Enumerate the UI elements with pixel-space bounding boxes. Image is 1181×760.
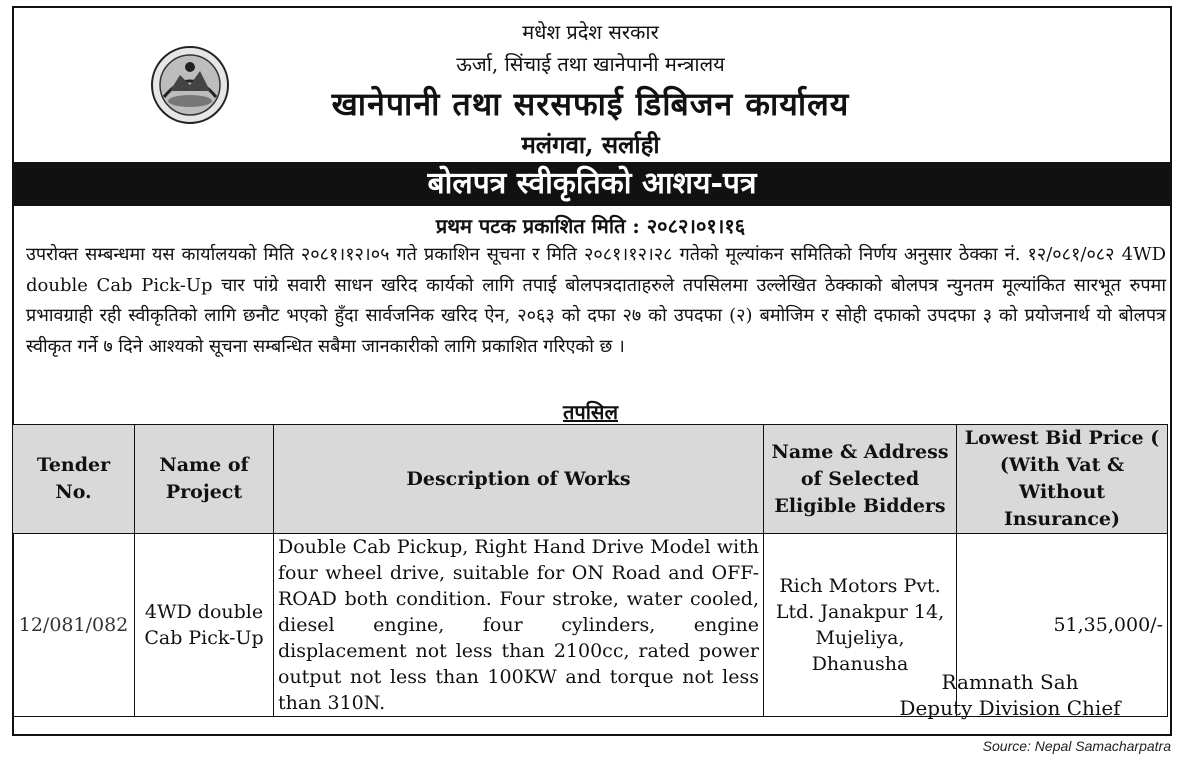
header-description: Description of Works [274,425,764,534]
cell-tender-no: 12/081/082 [13,534,135,717]
cell-description: Double Cab Pickup, Right Hand Drive Model with four wheel drive, suitable for ON Road and OFF-ROAD both condition. Four stroke, water cooled, diesel engine, four cylinders, engine displacement not less than 2100cc, rated power output not less than 100KW and torque not less than 310N. [274,534,764,717]
cell-project: 4WD double Cab Pick-Up [135,534,274,717]
office-location: मलंगवा, सर्लाही [521,130,660,159]
header-project: Name of Project [135,425,274,534]
government-name: मधेश प्रदेश सरकार [522,20,659,44]
signatory-name: Ramnath Sah [941,670,1079,694]
published-date: प्रथम पटक प्रकाशित मिति : २०८२।०१।१६ [435,214,746,238]
table-header-row [13,425,1168,534]
signatory-designation: Deputy Division Chief [899,696,1121,720]
office-name: खानेपानी तथा सरसफाई डिबिजन कार्यालय [331,85,850,123]
cell-price: 51,35,000/- [957,534,1168,717]
notice-body: उपरोक्त सम्बन्धमा यस कार्यालयको मिति २०८१।१२।०५ गते प्रकाशिन सूचना र मिति २०८१।१२।२८ गतेको मूल्यांकन समितिको निर्णय अनुसार ठेक्का नं. १२/०८१/०८२ 4WD double Cab Pick-Up चार पांग्रे सवारी साधन खरिद कार्यको लागि तपाई बोलपत्रदाताहरुले तपसिलमा उल्लेखित ठेक्काको बोलपत्र न्युनतम मूल्यांकित सारभूत रुपमा प्रभावग्राही रही स्वीकृतिको लागि छनौट भएको हुँदा सार्वजनिक खरिद ऐन, २०६३ को दफा २७ को उपदफा (२) बमोजिम र सोही दफाको उपदफा ३ को प्रयोजनार्थ यो बोलपत्र स्वीकृत गर्ने ७ दिने आश्यको सूचना सम्बन्धित सबैमा जानकारीको लागि प्रकाशित गरिएको छ । [26,244,1166,357]
header-price: Lowest Bid Price ( (With Vat & Without Insurance) [957,425,1168,534]
notice-title: बोलपत्र स्वीकृतिको आशय-पत्र [12,162,1172,206]
source-credit: Source: Nepal Samacharpatra [982,738,1171,754]
header-tender-no: Tender No. [13,425,135,534]
header-bidder: Name & Address of Selected Eligible Bidders [764,425,957,534]
cell-bidder: Rich Motors Pvt. Ltd. Janakpur 14, Mujeliya, Dhanusha [764,534,957,717]
schedule-heading: तपसिल [562,400,619,424]
ministry-name: ऊर्जा, सिंचाई तथा खानेपानी मन्त्रालय [456,52,725,76]
